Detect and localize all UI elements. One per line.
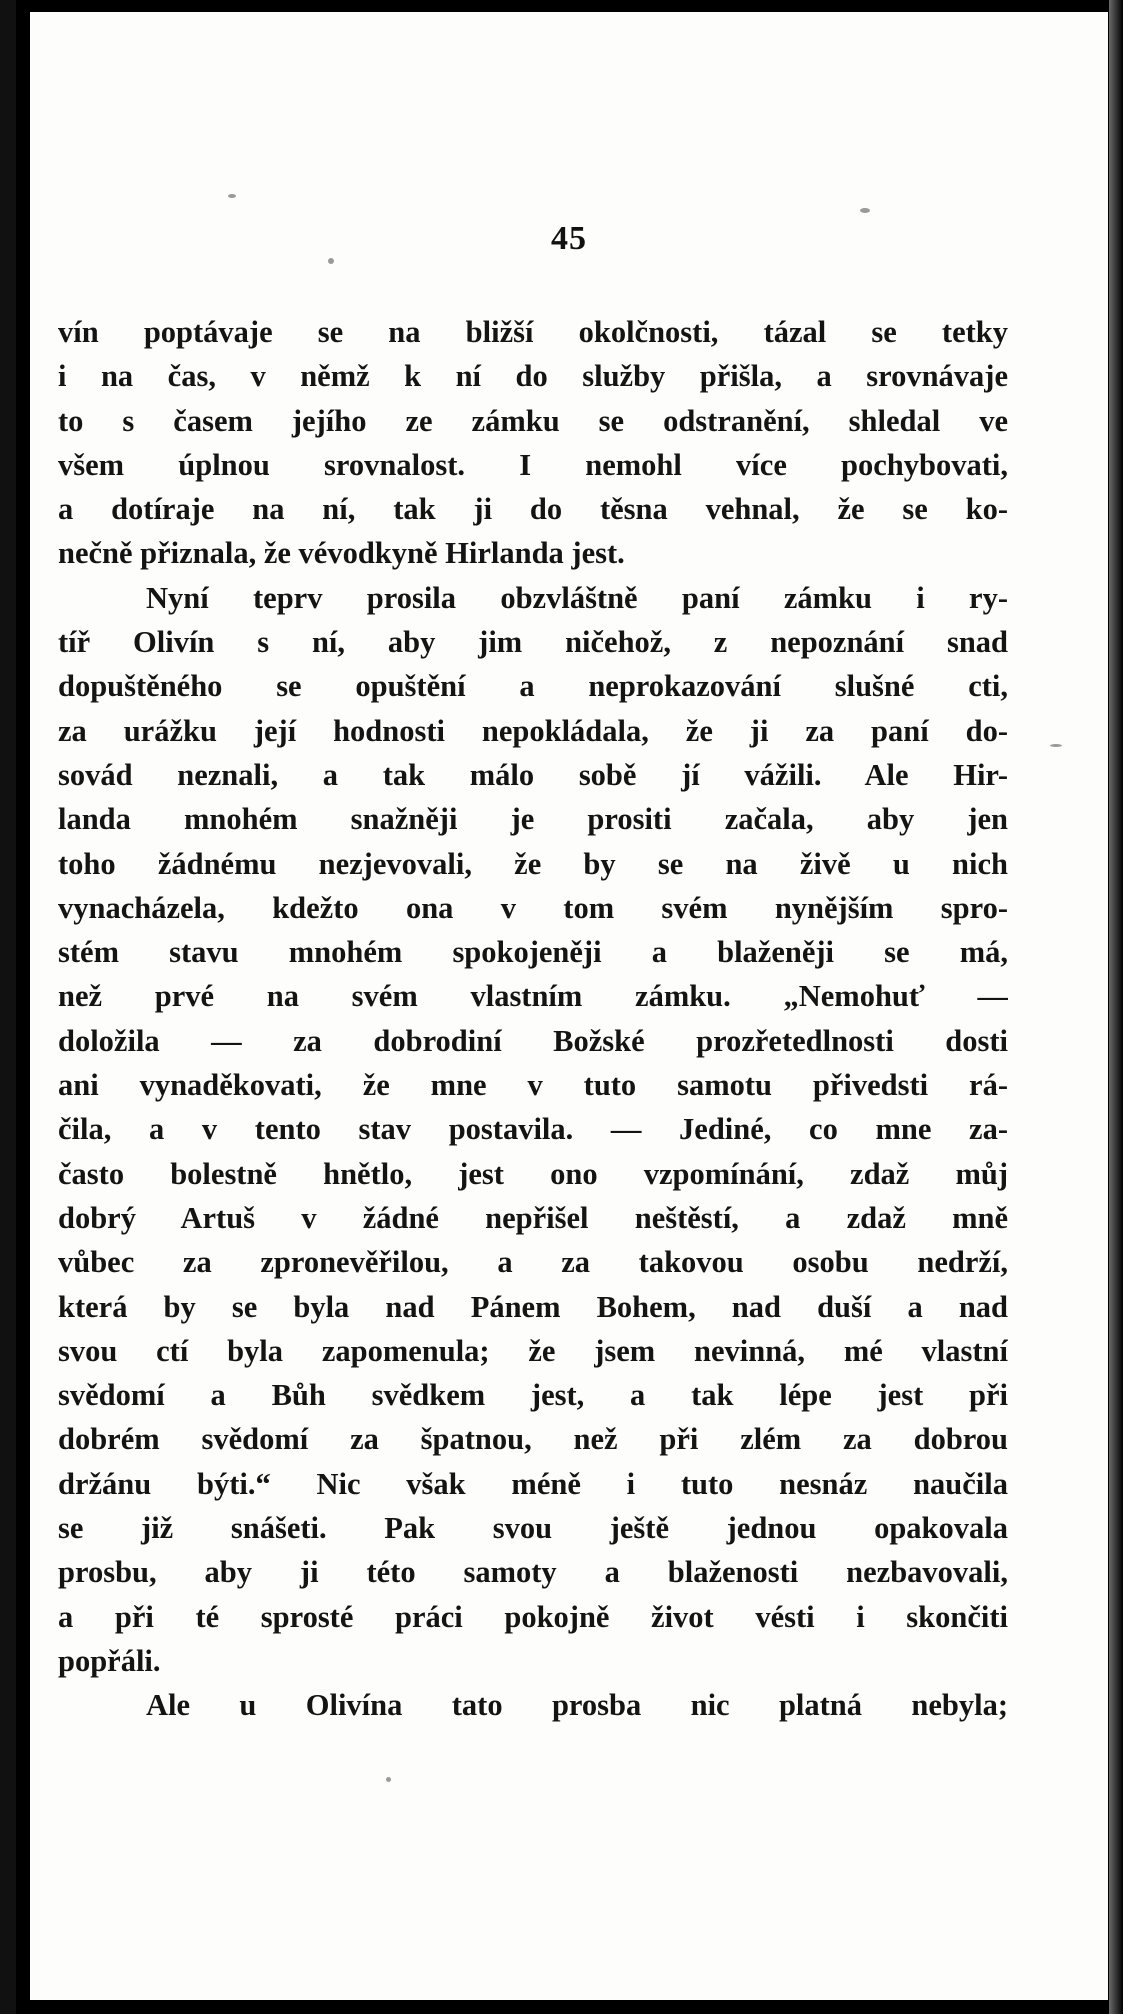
- text-line: popřáli.: [58, 1643, 161, 1678]
- text-line: svědomí a Bůh svědkem jest, a tak lépe jest při: [58, 1378, 1008, 1413]
- text-line: landa mnohém snažněji je prositi začala, aby jen: [58, 802, 1008, 837]
- dust-speck: [328, 258, 334, 264]
- text-line: svou ctí byla zapomenula; že jsem nevinná, mé vlastní: [58, 1333, 1008, 1368]
- text-line: toho žádnému nezjevovali, že by se na živě u nich: [58, 846, 1008, 881]
- text-line: to s časem jejího ze zámku se odstranění, shledal ve: [58, 403, 1008, 438]
- dust-speck: [860, 208, 870, 213]
- text-line: stém stavu mnohém spokojeněji a blaženěji se má,: [58, 935, 1008, 970]
- text-line: vynacházela, kdežto ona v tom svém nynějším spro-: [58, 890, 1008, 925]
- text-line: za urážku její hodnosti nepokládala, že ji za paní do-: [58, 713, 1008, 748]
- text-line: prosbu, aby ji této samoty a blaženosti nezbavovali,: [58, 1555, 1008, 1590]
- page-number: 45: [551, 220, 587, 257]
- text-line: držánu býti.“ Nic však méně i tuto nesnáz naučila: [58, 1466, 1008, 1501]
- text-line: sovád neznali, a tak málo sobě jí vážili. Ale Hir-: [58, 757, 1008, 792]
- text-line: a dotíraje na ní, tak ji do těsna vehnal, že se ko-: [58, 492, 1008, 527]
- book-page: [30, 12, 1108, 2000]
- text-line: i na čas, v němž k ní do služby přišla, a srovnávaje: [58, 359, 1008, 394]
- text-line: dopuštěného se opuštění a neprokazování slušné cti,: [58, 669, 1008, 704]
- text-line: tíř Olivín s ní, aby jim ničehož, z nepoznání snad: [58, 625, 1008, 660]
- scan-right-edge: [1109, 0, 1123, 2014]
- text-line: často bolestně hnětlo, jest ono vzpomínání, zdaž můj: [58, 1156, 1008, 1191]
- dust-speck: [228, 194, 236, 198]
- text-line: která by se byla nad Pánem Bohem, nad duší a nad: [58, 1289, 1008, 1324]
- text-line: doložila — za dobrodiní Božské prozřetedlnosti dosti: [58, 1023, 1008, 1058]
- text-line: všem úplnou srovnalost. I nemohl více pochybovati,: [58, 447, 1008, 482]
- text-line: ani vynaděkovati, že mne v tuto samotu přivedsti rá-: [58, 1068, 1008, 1103]
- text-line: vůbec za zpronevěřilou, a za takovou osobu nedrží,: [58, 1245, 1008, 1280]
- text-line: dobrém svědomí za špatnou, než při zlém za dobrou: [58, 1422, 1008, 1457]
- text-line: vín poptávaje se na bližší okolčnosti, tázal se tetky: [58, 315, 1008, 349]
- text-line: než prvé na svém vlastním zámku. „Nemohuť —: [58, 979, 1008, 1014]
- body-text: [58, 310, 1008, 1728]
- dust-speck: [386, 1777, 391, 1782]
- dust-speck: [1050, 744, 1062, 747]
- text-line: Nyní teprv prosila obzvláštně paní zámku i ry-: [146, 580, 1008, 615]
- text-line: se již snášeti. Pak svou ještě jednou opakovala: [58, 1511, 1008, 1546]
- text-line: a při té sprosté práci pokojně život vésti i skončiti: [58, 1599, 1008, 1634]
- text-line: Ale u Olivína tato prosba nic platná nebyla;: [146, 1688, 1008, 1723]
- text-line: nečně přiznala, že vévodkyně Hirlanda jest.: [58, 536, 625, 571]
- text-line: dobrý Artuš v žádné nepřišel neštěstí, a zdaž mně: [58, 1200, 1008, 1235]
- scan-left-edge: [0, 0, 16, 2014]
- text-line: čila, a v tento stav postavila. — Jediné, co mne za-: [58, 1112, 1008, 1147]
